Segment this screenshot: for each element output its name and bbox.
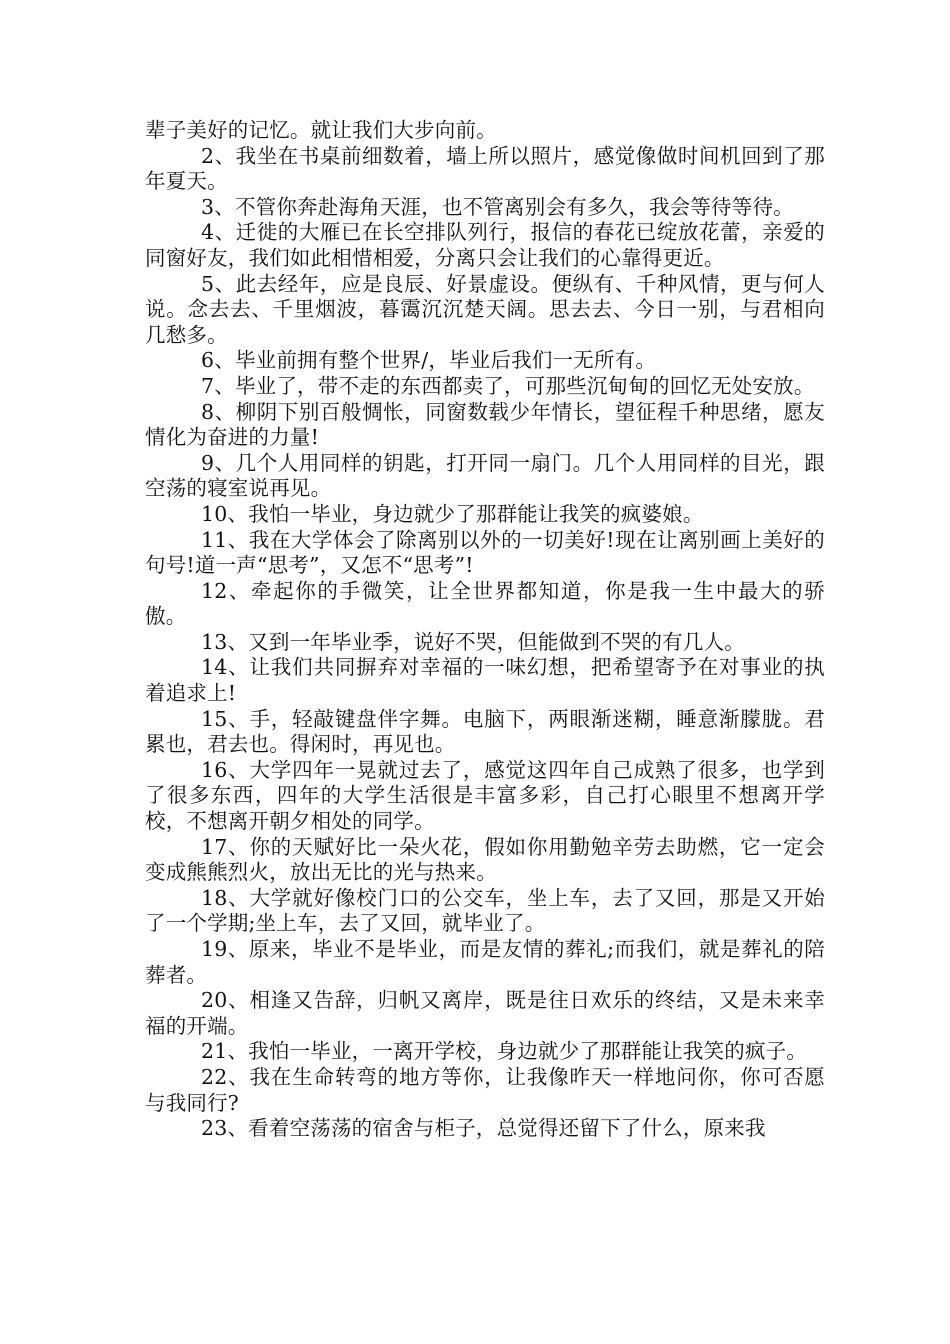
- paragraph-9: 9、几个人用同样的钥匙，打开同一扇门。几个人用同样的目光，跟空荡的寝室说再见。: [145, 450, 825, 501]
- paragraph-10: 10、我怕一毕业，身边就少了那群能让我笑的疯婆娘。: [201, 501, 704, 526]
- paragraph-4: 4、迁徙的大雁已在长空排队列行，报信的春花已绽放花蕾，亲爱的同窗好友，我们如此相惜相爱，分离只会让我们的心靠得更近。: [145, 220, 825, 270]
- paragraph-22: 22、我在生命转弯的地方等你，让我像昨天一样地问你，你可否愿与我同行?: [145, 1064, 825, 1115]
- paragraph-13: 13、又到一年毕业季，说好不哭，但能做到不哭的有几人。: [201, 629, 745, 654]
- paragraph-7: 7、毕业了，带不走的东西都卖了，可那些沉甸甸的回忆无处安放。: [201, 373, 815, 398]
- paragraph-8: 8、柳阴下别百般惆怅，同窗数载少年情长，望征程千种思绪，愿友情化为奋进的力量!: [145, 399, 825, 450]
- paragraph-14: 14、让我们共同摒弃对幸福的一味幻想，把希望寄予在对事业的执着追求上!: [145, 655, 825, 706]
- paragraph-16: 16、大学四年一晃就过去了，感觉这四年自己成熟了很多，也学到了很多东西，四年的大学生活很是丰富多彩，自己打心眼里不想离开学校，不想离开朝夕相处的同学。: [145, 757, 825, 834]
- paragraph-continuation: 辈子美好的记忆。就让我们大步向前。: [145, 118, 497, 142]
- paragraph-19: 19、原来，毕业不是毕业，而是友情的葬礼;而我们，就是葬礼的陪葬者。: [145, 937, 825, 987]
- paragraph-21: 21、我怕一毕业，一离开学校，身边就少了那群能让我笑的疯子。: [201, 1039, 808, 1064]
- paragraph-12: 12、牵起你的手微笑，让全世界都知道，你是我一生中最大的骄傲。: [145, 578, 825, 629]
- paragraph-17: 17、你的天赋好比一朵火花，假如你用勤勉辛劳去助燃，它一定会变成熊熊烈火，放出无比的光与热来。: [145, 834, 825, 885]
- paragraph-20: 20、相逢又告辞，归帆又离岸，既是往日欢乐的终结，又是未来幸福的开端。: [145, 988, 825, 1038]
- paragraph-6: 6、毕业前拥有整个世界/，毕业后我们一无所有。: [201, 348, 657, 373]
- paragraph-11: 11、我在大学体会了除离别以外的一切美好!现在让离别画上美好的句号!道一声“思考”，又怎不“思考”!: [145, 527, 825, 578]
- paragraph-18: 18、大学就好像校门口的公交车，坐上车，去了又回，那是又开始了一个学期;坐上车，去了又回，就毕业了。: [145, 885, 825, 936]
- paragraph-2: 2、我坐在书桌前细数着，墙上所以照片，感觉像做时间机回到了那年夏天。: [145, 143, 825, 194]
- paragraph-15: 15、手，轻敲键盘伴字舞。电脑下，两眼渐迷糊，睡意渐朦胧。君累也，君去也。得闲时，再见也。: [145, 706, 825, 757]
- paragraph-3: 3、不管你奔赴海角天涯，也不管离别会有多久，我会等待等待。: [201, 194, 794, 219]
- document-body: [145, 118, 825, 1142]
- paragraph-23: 23、看着空荡荡的宿舍与柜子，总觉得还留下了什么，原来我: [201, 1116, 766, 1141]
- paragraph-5: 5、此去经年，应是良辰、好景虚设。便纵有、千种风情，更与何人说。念去去、千里烟波，暮霭沉沉楚天阔。思去去、今日一别，与君相向几愁多。: [145, 271, 825, 347]
